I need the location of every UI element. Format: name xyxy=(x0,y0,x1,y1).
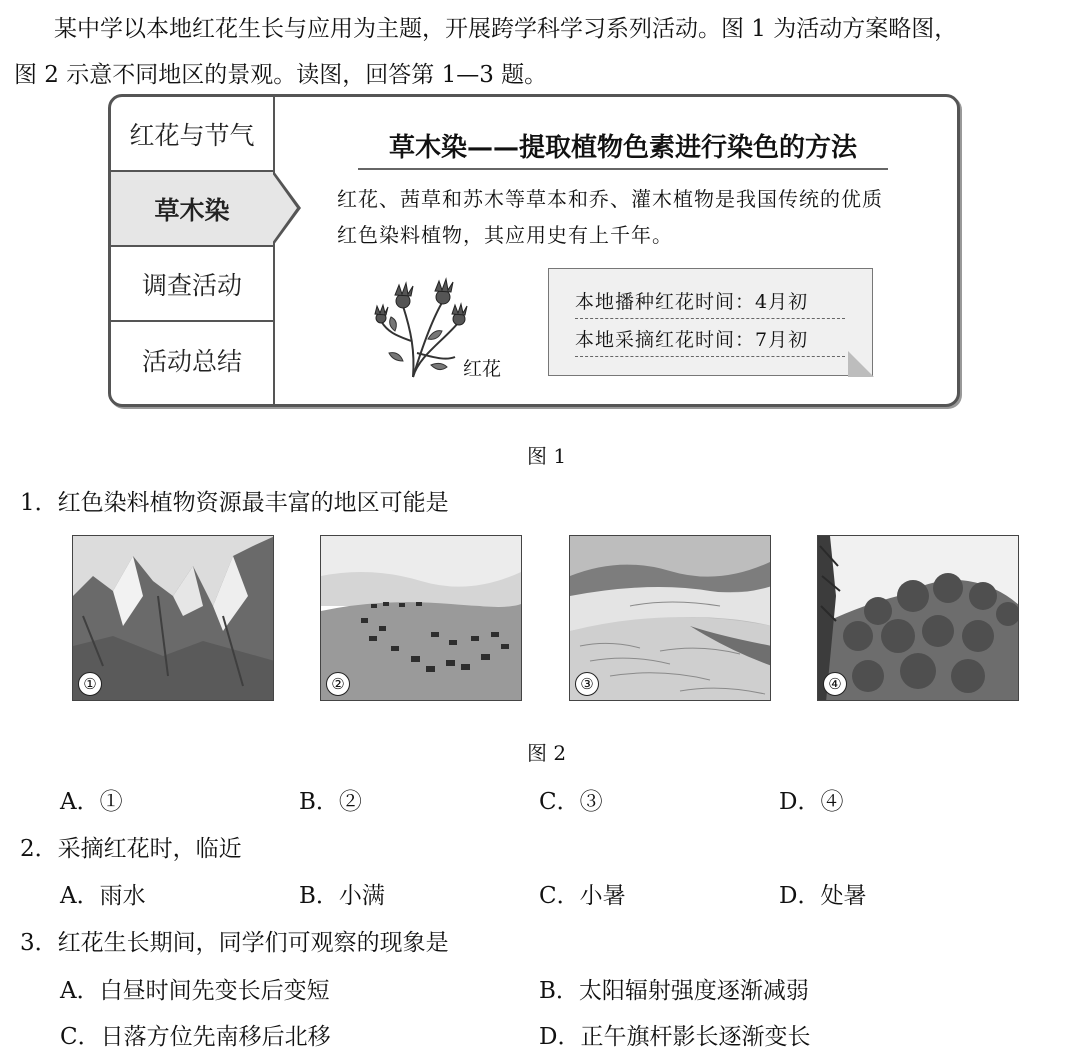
q3-option-c[interactable]: C．日落方位先南移后北移 xyxy=(60,1024,331,1050)
figure-2-caption: 图 2 xyxy=(527,741,567,765)
landscape-photo-2 xyxy=(320,535,522,701)
sowing-time-line: 本地播种红花时间：4月初 xyxy=(575,287,845,319)
panel-text-line-1: 红花、茜草和苏木等草本和乔、灌木植物是我国传统的优质 xyxy=(337,187,883,211)
question-2-stem: 2．采摘红花时，临近 xyxy=(20,836,242,862)
desert-dunes-icon xyxy=(570,536,771,701)
picking-time-line: 本地采摘红花时间：7月初 xyxy=(575,325,845,357)
landscape-photo-3 xyxy=(569,535,771,701)
flower-label: 红花 xyxy=(463,358,502,380)
panel-description xyxy=(337,181,937,253)
intro-line-2: 图 2 示意不同地区的景观。读图，回答第 1—3 题。 xyxy=(14,62,548,88)
photo-number-4: ④ xyxy=(823,672,847,696)
landscape-photo-4 xyxy=(817,535,1019,701)
page-curl-icon xyxy=(848,351,874,377)
snowy-mountain-icon xyxy=(73,536,274,701)
tab-survey-activity[interactable]: 调查活动 xyxy=(111,247,273,322)
tab-flower-solar-terms[interactable]: 红花与节气 xyxy=(111,97,273,172)
activity-plan-figure xyxy=(108,94,960,407)
photo-number-1: ① xyxy=(78,672,102,696)
activity-tabs xyxy=(111,97,275,404)
question-3-stem: 3．红花生长期间，同学们可观察的现象是 xyxy=(20,930,449,956)
question-1-stem: 1．红色染料植物资源最丰富的地区可能是 xyxy=(20,490,449,516)
safflower-icon xyxy=(373,261,473,379)
q1-option-b[interactable]: B．② xyxy=(299,789,362,815)
photo-number-2: ② xyxy=(326,672,350,696)
figure-1-caption: 图 1 xyxy=(527,444,567,468)
q3-option-b[interactable]: B．太阳辐射强度逐渐减弱 xyxy=(539,978,809,1004)
q2-option-a[interactable]: A．雨水 xyxy=(60,883,146,909)
intro-paragraph xyxy=(14,6,1074,98)
grassland-horses-icon xyxy=(321,536,522,701)
forest-hill-icon xyxy=(818,536,1019,701)
q1-option-c[interactable]: C．③ xyxy=(539,789,603,815)
planting-note-card xyxy=(548,268,873,376)
intro-line-1: 某中学以本地红花生长与应用为主题，开展跨学科学习系列活动。图 1 为活动方案略图， xyxy=(54,16,958,42)
q3-option-a[interactable]: A．白昼时间先变长后变短 xyxy=(60,978,330,1004)
panel-title: 草木染——提取植物色素进行染色的方法 xyxy=(358,127,888,170)
tab-plant-dyeing[interactable]: 草木染 xyxy=(111,172,273,247)
landscape-photo-1 xyxy=(72,535,274,701)
q2-option-d[interactable]: D．处暑 xyxy=(779,883,867,909)
photo-number-3: ③ xyxy=(575,672,599,696)
q2-option-c[interactable]: C．小暑 xyxy=(539,883,626,909)
q3-option-d[interactable]: D．正午旗杆影长逐渐变长 xyxy=(539,1024,811,1050)
q1-option-d[interactable]: D．④ xyxy=(779,789,844,815)
q1-option-a[interactable]: A．① xyxy=(60,789,123,815)
panel-text-line-2: 红色染料植物，其应用史有上千年。 xyxy=(337,223,673,247)
tab-activity-summary[interactable]: 活动总结 xyxy=(141,346,242,376)
q2-option-b[interactable]: B．小满 xyxy=(299,883,385,909)
